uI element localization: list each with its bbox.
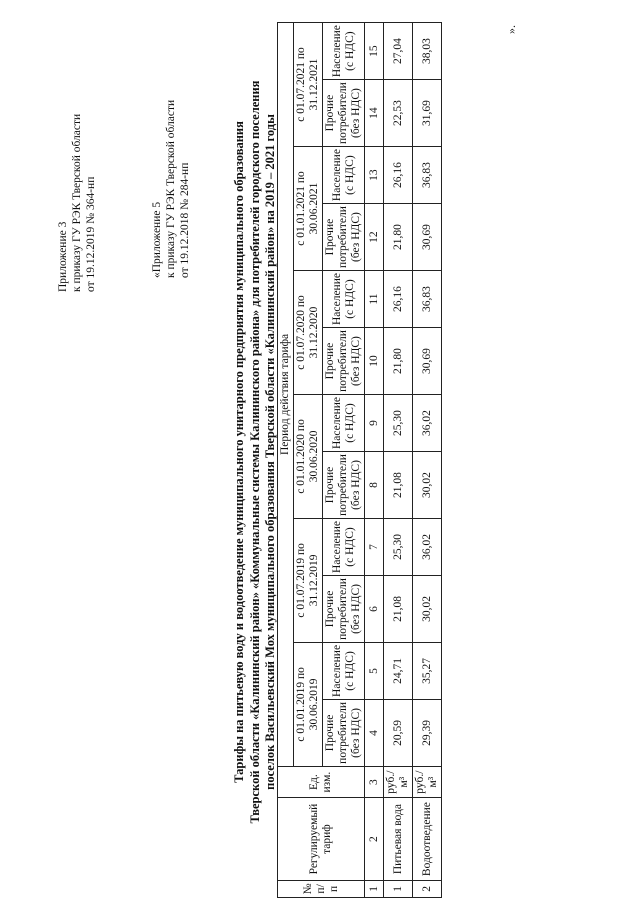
- header-period: Период действия тарифа: [278, 23, 294, 767]
- document-title: [232, 0, 279, 904]
- column-number: 7: [365, 518, 384, 575]
- appendix-3-line2: к приказу ГУ РЭК Тверской области: [71, 113, 83, 292]
- period-cell: с 01.01.2021 по 30.06.2021: [294, 146, 323, 270]
- column-number: 9: [365, 394, 384, 451]
- appendix-3-line3: от 19.12.2019 № 364-нп: [85, 176, 97, 292]
- title-line2: Тверской области «Калининский район» «Коммунальные системы Калининского района» для потребителей городского поселения: [247, 80, 262, 824]
- table-row: [384, 23, 413, 898]
- tariff-value: 21,08: [384, 576, 413, 643]
- tariff-value: 31,69: [413, 80, 442, 147]
- tariff-value: 30,69: [413, 204, 442, 271]
- row-tariff-name: Питьевая вода: [384, 798, 413, 880]
- period-cell: с 01.01.2020 по 30.06.2020: [294, 394, 323, 518]
- column-number: 1: [365, 880, 384, 897]
- tariff-value: 21,80: [384, 204, 413, 271]
- col-other: Прочие потребители (без НДС): [323, 576, 365, 643]
- column-number: 13: [365, 146, 384, 203]
- column-number: 14: [365, 80, 384, 147]
- period-cell: с 01.07.2021 по 31.12.2021: [294, 23, 323, 147]
- col-population: Население (с НДС): [323, 270, 365, 327]
- tariff-value: 36,02: [413, 518, 442, 575]
- header-tariff: Регулируемый тариф: [278, 798, 365, 880]
- tariff-value: 25,30: [384, 518, 413, 575]
- appendix-3-line1: Приложение 3: [57, 221, 69, 292]
- appendix-5-line3: от 19.12.2018 № 284-нп: [179, 162, 191, 278]
- tariff-value: 29,39: [413, 700, 442, 767]
- col-population: Население (с НДС): [323, 23, 365, 80]
- column-number: 6: [365, 576, 384, 643]
- col-population: Население (с НДС): [323, 394, 365, 451]
- period-cell: с 01.07.2019 по 31.12.2019: [294, 518, 323, 642]
- tariff-value: 30,02: [413, 576, 442, 643]
- col-other: Прочие потребители (без НДС): [323, 328, 365, 395]
- row-unit: руб./м³: [413, 766, 442, 798]
- col-population: Население (с НДС): [323, 518, 365, 575]
- tariff-value: 22,53: [384, 80, 413, 147]
- row-no: 2: [413, 880, 442, 897]
- tariff-value: 24,71: [384, 642, 413, 699]
- closing-quote-mark: ».: [504, 25, 518, 34]
- appendix-3-header: [56, 114, 98, 292]
- tariff-value: 38,03: [413, 23, 442, 80]
- col-population: Население (с НДС): [323, 642, 365, 699]
- column-number: 4: [365, 700, 384, 767]
- appendix-5-line2: к приказу ГУ РЭК Тверской области: [165, 99, 177, 278]
- tariff-value: 35,27: [413, 642, 442, 699]
- col-population: Население (с НДС): [323, 146, 365, 203]
- col-other: Прочие потребители (без НДС): [323, 452, 365, 519]
- period-cell: с 01.01.2019 по 30.06.2019: [294, 642, 323, 766]
- tariff-value: 21,80: [384, 328, 413, 395]
- column-number: 15: [365, 23, 384, 80]
- row-no: 1: [384, 880, 413, 897]
- column-number-row: [365, 23, 384, 898]
- period-cell: с 01.07.2020 по 31.12.2020: [294, 270, 323, 394]
- tariff-table: [277, 22, 442, 898]
- tariff-value: 20,59: [384, 700, 413, 767]
- col-other: Прочие потребители (без НДС): [323, 80, 365, 147]
- tariff-value: 30,69: [413, 328, 442, 395]
- tariff-value: 26,16: [384, 270, 413, 327]
- tariff-value: 21,08: [384, 452, 413, 519]
- col-other: Прочие потребители (без НДС): [323, 204, 365, 271]
- column-number: 12: [365, 204, 384, 271]
- column-number: 10: [365, 328, 384, 395]
- tariff-value: 27,04: [384, 23, 413, 80]
- header-unit: Ед. изм.: [278, 766, 365, 798]
- header-row-3: [323, 23, 365, 898]
- table-row: [413, 23, 442, 898]
- tariff-value: 36,83: [413, 146, 442, 203]
- title-line3: поселок Васильевский Мох муниципального образования Тверской области «Калининский район» на 2019 – 2021 годы: [263, 114, 277, 790]
- title-line1: Тарифы на питьевую воду и водоотведение муниципального унитарного предприятия муниципального образования: [232, 121, 246, 783]
- appendix-5-line1: «Приложение 5: [151, 201, 163, 278]
- column-number: 2: [365, 798, 384, 880]
- tariff-value: 30,02: [413, 452, 442, 519]
- tariff-value: 26,16: [384, 146, 413, 203]
- row-unit: руб./м³: [384, 766, 413, 798]
- tariff-value: 25,30: [384, 394, 413, 451]
- column-number: 5: [365, 642, 384, 699]
- tariff-value: 36,83: [413, 270, 442, 327]
- header-row-1: [278, 23, 294, 898]
- header-no: № п/п: [278, 880, 365, 897]
- header-row-2: [294, 23, 323, 898]
- column-number: 8: [365, 452, 384, 519]
- tariff-value: 36,02: [413, 394, 442, 451]
- appendix-5-header: [150, 100, 192, 278]
- column-number: 3: [365, 766, 384, 798]
- row-tariff-name: Водоотведение: [413, 798, 442, 880]
- col-other: Прочие потребители (без НДС): [323, 700, 365, 767]
- column-number: 11: [365, 270, 384, 327]
